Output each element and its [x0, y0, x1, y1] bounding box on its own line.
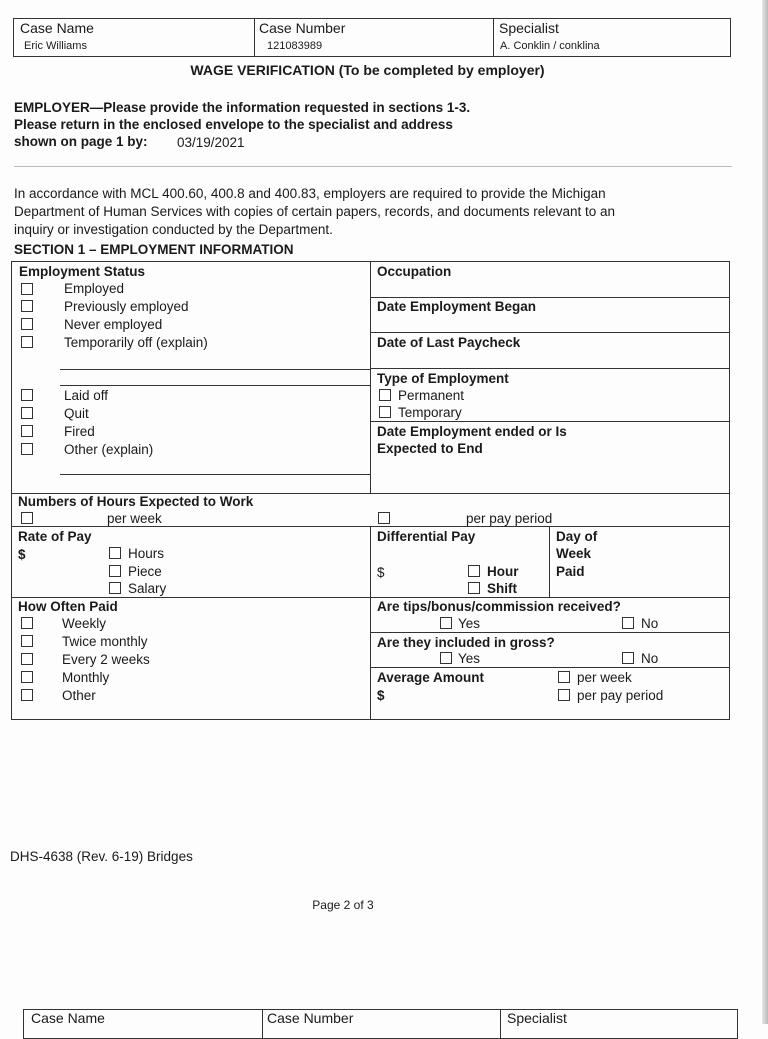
tips-no-checkbox[interactable] — [622, 617, 634, 629]
date-began-label: Date Employment Began — [377, 299, 537, 314]
employed-label: Employed — [64, 281, 125, 296]
type-of-employment-label: Type of Employment — [377, 371, 509, 386]
weekly-label: Weekly — [62, 616, 107, 631]
gross-no-label: No — [641, 651, 659, 666]
every-2-weeks-label: Every 2 weeks — [62, 652, 150, 667]
other-frequency-checkbox[interactable] — [21, 689, 33, 701]
employed-checkbox[interactable] — [21, 283, 33, 295]
tips-yes-label: Yes — [458, 616, 481, 631]
weekly-checkbox[interactable] — [21, 617, 33, 629]
average-dollar-sign: $ — [377, 688, 385, 703]
legal-text-line-3: inquiry or investigation conducted by the Department. — [14, 222, 333, 237]
avg-per-week-label: per week — [577, 670, 632, 685]
hours-expected-label: Numbers of Hours Expected to Work — [18, 494, 254, 509]
hours-per-week-label: per week — [107, 511, 162, 526]
avg-per-pay-period-label: per pay period — [577, 688, 664, 703]
how-often-paid-label: How Often Paid — [18, 599, 118, 614]
tips-no-label: No — [641, 616, 659, 631]
rate-of-pay-label: Rate of Pay — [18, 529, 92, 544]
temporarily-off-explain-line[interactable] — [60, 369, 370, 370]
tips-received-label: Are tips/bonus/commission received? — [377, 599, 621, 614]
form-title: WAGE VERIFICATION (To be completed by employer) — [190, 62, 545, 78]
hours-checkbox[interactable] — [109, 547, 121, 559]
case-name-label: Case Name — [20, 20, 94, 36]
fired-checkbox[interactable] — [21, 425, 33, 437]
diff-hour-checkbox[interactable] — [468, 565, 480, 577]
hours-per-pay-period-checkbox[interactable] — [378, 512, 390, 524]
scan-page-edge — [762, 0, 768, 1024]
case-name-value[interactable]: Eric Williams — [24, 40, 87, 52]
other-frequency-label: Other — [62, 688, 96, 703]
day-of-week-paid-label-2: Week — [556, 546, 592, 561]
instructions-line-2: Please return in the enclosed envelope to the specialist and address — [14, 117, 453, 132]
hours-per-week-checkbox[interactable] — [21, 512, 33, 524]
differential-dollar-sign: $ — [377, 565, 385, 580]
occupation-label: Occupation — [377, 264, 452, 279]
diff-hour-label: Hour — [487, 564, 519, 579]
case-header-box — [13, 18, 731, 57]
last-paycheck-label: Date of Last Paycheck — [377, 335, 521, 350]
hours-per-pay-period-label: per pay period — [466, 511, 553, 526]
differential-pay-label: Differential Pay — [377, 529, 476, 544]
quit-label: Quit — [64, 406, 89, 421]
next-case-number-label: Case Number — [267, 1010, 354, 1026]
other-explain-label: Other (explain) — [64, 442, 154, 457]
next-page-header-box — [23, 1009, 738, 1039]
specialist-value[interactable]: A. Conklin / conklina — [500, 40, 600, 52]
hours-label: Hours — [128, 546, 165, 561]
employment-status-label: Employment Status — [19, 264, 146, 279]
due-date[interactable]: 03/19/2021 — [177, 135, 245, 150]
temporary-checkbox[interactable] — [379, 406, 391, 418]
average-amount-label: Average Amount — [377, 670, 485, 685]
instructions-line-1: EMPLOYER—Please provide the information requested in sections 1-3. — [14, 100, 471, 115]
permanent-label: Permanent — [398, 388, 465, 403]
included-in-gross-label: Are they included in gross? — [377, 635, 555, 650]
next-specialist-label: Specialist — [507, 1010, 567, 1026]
day-of-week-paid-label-1: Day of — [556, 529, 598, 544]
avg-per-pay-period-checkbox[interactable] — [558, 689, 570, 701]
tips-yes-checkbox[interactable] — [440, 617, 452, 629]
section-1-heading: SECTION 1 – EMPLOYMENT INFORMATION — [14, 242, 294, 257]
diff-shift-checkbox[interactable] — [468, 582, 480, 594]
salary-checkbox[interactable] — [109, 582, 121, 594]
day-of-week-paid-label-3: Paid — [556, 564, 585, 579]
form-identifier: DHS-4638 (Rev. 6-19) Bridges — [10, 849, 193, 864]
diff-shift-label: Shift — [487, 581, 517, 596]
specialist-label: Specialist — [499, 20, 559, 36]
laid-off-checkbox[interactable] — [21, 389, 33, 401]
permanent-checkbox[interactable] — [379, 389, 391, 401]
twice-monthly-checkbox[interactable] — [21, 635, 33, 647]
previously-employed-label: Previously employed — [64, 299, 189, 314]
never-employed-checkbox[interactable] — [21, 318, 33, 330]
twice-monthly-label: Twice monthly — [62, 634, 148, 649]
temporarily-off-label: Temporarily off (explain) — [64, 335, 208, 350]
previously-employed-checkbox[interactable] — [21, 300, 33, 312]
never-employed-label: Never employed — [64, 317, 163, 332]
legal-text-line-1: In accordance with MCL 400.60, 400.8 and 400.83, employers are required to provide the Michigan — [14, 186, 606, 201]
laid-off-label: Laid off — [64, 388, 109, 403]
monthly-checkbox[interactable] — [21, 671, 33, 683]
gross-yes-checkbox[interactable] — [440, 652, 452, 664]
temporary-label: Temporary — [398, 405, 462, 420]
date-ended-label-1: Date Employment ended or Is — [377, 424, 567, 439]
rate-dollar-sign: $ — [18, 547, 26, 562]
legal-text-line-2: Department of Human Services with copies of certain papers, records, and documents relevant to an — [14, 204, 616, 219]
quit-checkbox[interactable] — [21, 407, 33, 419]
instructions-line-3: shown on page 1 by: — [14, 134, 148, 149]
next-case-name-label: Case Name — [31, 1010, 105, 1026]
divider — [14, 166, 732, 167]
piece-checkbox[interactable] — [109, 565, 121, 577]
other-explain-line[interactable] — [60, 474, 370, 475]
piece-label: Piece — [128, 564, 162, 579]
monthly-label: Monthly — [62, 670, 110, 685]
temporarily-off-checkbox[interactable] — [21, 336, 33, 348]
gross-yes-label: Yes — [458, 651, 481, 666]
page-number: Page 2 of 3 — [312, 898, 374, 912]
case-number-label: Case Number — [259, 20, 346, 36]
gross-no-checkbox[interactable] — [622, 652, 634, 664]
case-number-value[interactable]: 121083989 — [267, 40, 323, 52]
date-ended-label-2: Expected to End — [377, 441, 483, 456]
salary-label: Salary — [128, 581, 167, 596]
avg-per-week-checkbox[interactable] — [558, 671, 570, 683]
every-2-weeks-checkbox[interactable] — [21, 653, 33, 665]
other-explain-checkbox[interactable] — [21, 443, 33, 455]
fired-label: Fired — [64, 424, 95, 439]
